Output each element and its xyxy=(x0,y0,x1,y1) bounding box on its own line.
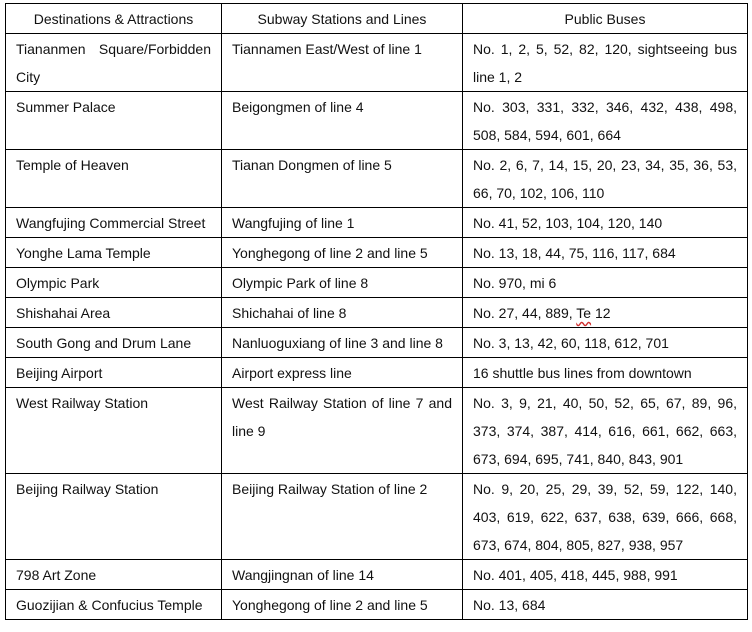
subway-cell: Beijing Railway Station of line 2 xyxy=(222,474,463,560)
table-row xyxy=(6,34,748,92)
destination-cell: Shishahai Area xyxy=(6,298,222,328)
buses-cell: 16 shuttle bus lines from downtown xyxy=(463,358,748,388)
buses-cell: No. 970, mi 6 xyxy=(463,268,748,298)
destination-cell: Yonghe Lama Temple xyxy=(6,238,222,268)
table-row xyxy=(6,474,748,560)
table-row xyxy=(6,92,748,150)
subway-cell: Airport express line xyxy=(222,358,463,388)
destination-cell: Summer Palace xyxy=(6,92,222,150)
subway-cell: West Railway Station of line 7 and line 9 xyxy=(222,388,463,474)
subway-cell: Wangjingnan of line 14 xyxy=(222,560,463,590)
destination-cell: Beijing Airport xyxy=(6,358,222,388)
buses-text: 12 xyxy=(591,305,611,321)
buses-cell: No. 2, 6, 7, 14, 15, 20, 23, 34, 35, 36, 53, 66, 70, 102, 106, 110 xyxy=(463,150,748,208)
buses-cell xyxy=(463,298,748,328)
destination-cell: South Gong and Drum Lane xyxy=(6,328,222,358)
buses-cell: No. 3, 9, 21, 40, 50, 52, 65, 67, 89, 96, 373, 374, 387, 414, 616, 661, 662, 663, 673, 694, 695, 741, 840, 843, 901 xyxy=(463,388,748,474)
subway-cell: Nanluoguxiang of line 3 and line 8 xyxy=(222,328,463,358)
subway-cell: Wangfujing of line 1 xyxy=(222,208,463,238)
subway-cell: Shichahai of line 8 xyxy=(222,298,463,328)
destination-cell: 798 Art Zone xyxy=(6,560,222,590)
subway-cell: Yonghegong of line 2 and line 5 xyxy=(222,238,463,268)
subway-cell: Yonghegong of line 2 and line 5 xyxy=(222,590,463,620)
subway-cell: Olympic Park of line 8 xyxy=(222,268,463,298)
table-row xyxy=(6,328,748,358)
spellcheck-flagged-word: Te xyxy=(576,305,592,321)
destination-cell: Temple of Heaven xyxy=(6,150,222,208)
table-row xyxy=(6,238,748,268)
buses-cell: No. 401, 405, 418, 445, 988, 991 xyxy=(463,560,748,590)
buses-cell: No. 41, 52, 103, 104, 120, 140 xyxy=(463,208,748,238)
table-row xyxy=(6,268,748,298)
destination-cell: Beijing Railway Station xyxy=(6,474,222,560)
header-row xyxy=(6,4,748,34)
table-row xyxy=(6,298,748,328)
header-subway: Subway Stations and Lines xyxy=(222,4,463,34)
table-row xyxy=(6,150,748,208)
buses-cell: No. 9, 20, 25, 29, 39, 52, 59, 122, 140, 403, 619, 622, 637, 638, 639, 666, 668, 673, 674, 804, 805, 827, 938, 957 xyxy=(463,474,748,560)
table-row xyxy=(6,358,748,388)
destination-cell: West Railway Station xyxy=(6,388,222,474)
subway-cell: Tiannamen East/West of line 1 xyxy=(222,34,463,92)
table-row xyxy=(6,208,748,238)
buses-cell: No. 303, 331, 332, 346, 432, 438, 498, 508, 584, 594, 601, 664 xyxy=(463,92,748,150)
header-buses: Public Buses xyxy=(463,4,748,34)
buses-cell: No. 3, 13, 42, 60, 118, 612, 701 xyxy=(463,328,748,358)
transport-table xyxy=(5,3,748,620)
subway-cell: Beigongmen of line 4 xyxy=(222,92,463,150)
header-destinations: Destinations & Attractions xyxy=(6,4,222,34)
destination-cell: Guozijian & Confucius Temple xyxy=(6,590,222,620)
buses-text: No. 27, 44, 889, xyxy=(473,305,577,321)
table-row xyxy=(6,590,748,620)
destination-cell: Wangfujing Commercial Street xyxy=(6,208,222,238)
subway-cell: Tianan Dongmen of line 5 xyxy=(222,150,463,208)
destination-cell: Tiananmen Square/Forbidden City xyxy=(6,34,222,92)
table-row xyxy=(6,560,748,590)
destination-cell: Olympic Park xyxy=(6,268,222,298)
buses-cell: No. 13, 684 xyxy=(463,590,748,620)
buses-cell: No. 1, 2, 5, 52, 82, 120, sightseeing bus line 1, 2 xyxy=(463,34,748,92)
buses-cell: No. 13, 18, 44, 75, 116, 117, 684 xyxy=(463,238,748,268)
table-row xyxy=(6,388,748,474)
